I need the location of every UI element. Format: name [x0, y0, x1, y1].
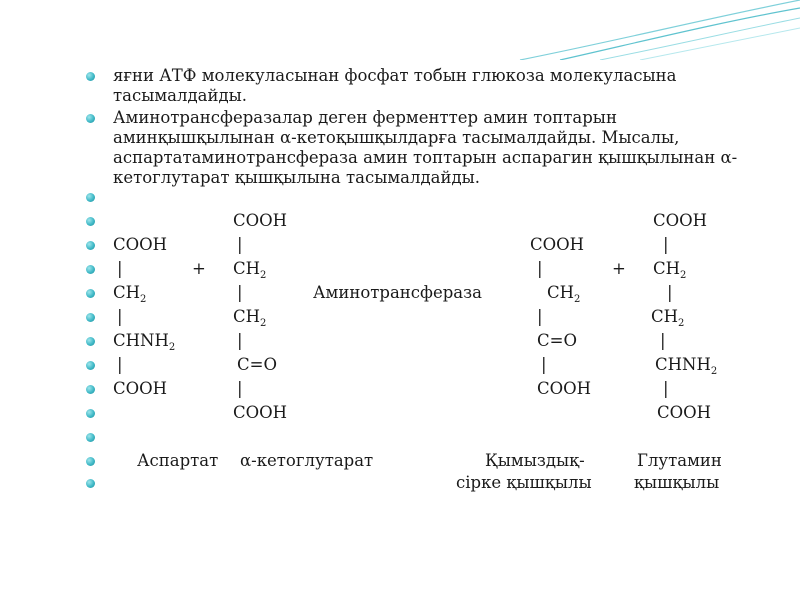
cooh-label: COOH [657, 403, 712, 422]
bond-line: | [660, 331, 666, 350]
ch2-label: $CH_2$ [113, 283, 147, 305]
bullet-icon [86, 217, 95, 226]
plus-sign: + [192, 259, 206, 278]
ch2-label: $CH_2$ [653, 259, 687, 281]
cooh-label: COOH [113, 235, 168, 254]
bullet-icon [86, 337, 95, 346]
cooh-label: COOH [233, 403, 288, 422]
cooh-label: COOH [113, 379, 168, 398]
names-row-2 [0, 471, 800, 495]
cooh-label: COOH [530, 235, 585, 254]
bullet-icon [86, 457, 95, 466]
bullet-icon [86, 114, 95, 123]
glutamate-label-cont: қышқылы [634, 473, 720, 492]
bullet-icon [86, 241, 95, 250]
aspartate-label: Аспартат [137, 451, 219, 470]
empty-row [0, 425, 800, 449]
oxaloacetic-label: Қымыздық- [485, 451, 585, 470]
bullet-icon [86, 361, 95, 370]
bond-line: | [237, 235, 243, 254]
cooh-label: COOH [537, 379, 592, 398]
paragraph-aminotransferase: Аминотрансферазалар деген ферменттер амин топтарын аминқышқылынан α-кетоқышқылдарға тасымалдайды. Мысалы, аспартатаминотрансфераза амин топтарын аспарагин қышқылынан α-кетоглутарат қышқылына тасымалдайды. [113, 108, 738, 187]
bullet-icon [86, 433, 95, 442]
paragraph-atf: яғни АТФ молекуласынан фосфат тобын глюкоза молекуласына тасымалдайды. [113, 66, 677, 105]
cooh-label: COOH [233, 211, 288, 230]
scheme-row-5 [0, 305, 800, 329]
bullet-icon [86, 409, 95, 418]
plus-sign: + [612, 259, 626, 278]
oxaloacetic-label-cont: сірке қышқылы [456, 473, 592, 492]
scheme-row-7 [0, 353, 800, 377]
bond-line: | [667, 283, 673, 302]
bond-line: | [237, 331, 243, 350]
names-row-1 [0, 449, 800, 473]
scheme-row-2 [0, 233, 800, 257]
glutamate-label: Глутамин [637, 451, 722, 470]
bullet-icon [86, 385, 95, 394]
bond-line: | [237, 283, 243, 302]
bullet-icon [86, 289, 95, 298]
chnh2-label: $CHNH_2$ [655, 355, 718, 377]
bullet-icon [86, 313, 95, 322]
ch2-label: $CH_2$ [651, 307, 685, 329]
bond-line: | [237, 379, 243, 398]
scheme-row-1 [0, 209, 800, 233]
ch2-label: $CH_2$ [547, 283, 581, 305]
scheme-row-8 [0, 377, 800, 401]
bond-line: | [117, 307, 123, 326]
chnh2-label: $CHNH_2$ [113, 331, 176, 353]
enzyme-label: Аминотрансфераза [313, 283, 482, 302]
bond-line: | [541, 355, 547, 374]
ch2-label: $CH_2$ [233, 259, 267, 281]
bullet-icon [86, 479, 95, 488]
bullet-icon [86, 193, 95, 202]
bond-line: | [537, 307, 543, 326]
carbonyl-label: C=O [237, 355, 277, 374]
scheme-row-6 [0, 329, 800, 353]
scheme-row-3 [0, 257, 800, 281]
ketoglutarate-label: α-кетоглутарат [240, 451, 374, 470]
bond-line: | [117, 355, 123, 374]
scheme-row-4 [0, 281, 800, 305]
ch2-label: $CH_2$ [233, 307, 267, 329]
bond-line: | [663, 235, 669, 254]
bond-line: | [117, 259, 123, 278]
carbonyl-label: C=O [537, 331, 577, 350]
scheme-row-9 [0, 401, 800, 425]
cooh-label: COOH [653, 211, 708, 230]
bond-line: | [537, 259, 543, 278]
bullet-icon [86, 265, 95, 274]
bond-line: | [663, 379, 669, 398]
bullet-icon [86, 72, 95, 81]
